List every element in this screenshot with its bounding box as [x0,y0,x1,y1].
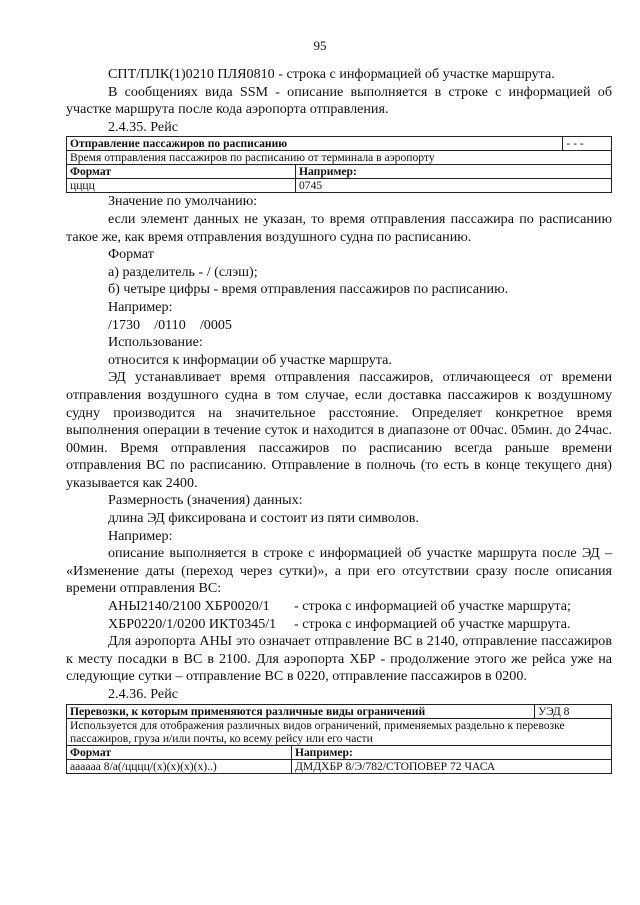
example-header: Например: [296,165,612,179]
example-label: Например: [108,298,173,315]
size-label: Размерность (значения) данных: [108,492,303,509]
default-text: если элемент данных не указан, то время отправления пассажира по расписанию такое же, как время отправления воздушного судна по расписанию. [66,210,612,245]
element-table-2-4-35 [66,136,612,193]
format-item-b: б) четыре цифры - время отправления пассажиров по расписанию. [108,281,509,298]
page-number: 95 [313,38,327,53]
example2-text: описание выполняется в строке с информацией об участке маршрута после ЭД – «Изменение даты (переход через сутки)», а при его отсутствии сразу после описания времени отправления ВС: [66,545,612,597]
example-row [66,598,612,616]
element-table-2-4-36 [66,704,612,774]
example-row-code: ХБР0220/1/0200 ИКТ0345/1 [108,615,277,632]
page-content [66,66,612,774]
table-title-value: - - - [563,137,612,151]
usage-text: относится к информации об участке маршрута. [108,351,392,368]
example-row [66,616,612,634]
table-description: Время отправления пассажиров по расписанию от терминала в аэропорту [67,151,612,165]
section-heading-2-4-35: 2.4.35. Рейс [108,118,178,135]
example-row-code: АНЫ2140/2100 ХБР0020/1 [108,598,270,615]
size-text: длина ЭД фиксирована и состоит из пяти символов. [108,510,419,527]
format-header: Формат [67,745,292,759]
example-value: 0745 [296,179,612,193]
example-row-desc: - строка с информацией об участке маршрута; [294,598,571,615]
format-item-a: а) разделитель - / (слэш); [108,263,258,280]
example-values: /1730 /0110 /0005 [108,316,232,333]
example-header: Например: [292,745,612,759]
usage-label: Использование: [108,334,203,351]
format-value: цццц [67,179,296,193]
ssm-note: В сообщениях вида SSM - описание выполняется в строке с информацией об участке маршрута после кода аэропорта отправления. [66,83,612,118]
table-code: УЭД 8 [535,704,612,718]
format-header: Формат [67,165,296,179]
route-line-example: СПТ/ПЛК(1)0210 ПЛЯ0810 - строка с информацией об участке маршрута. [108,66,555,82]
default-label: Значение по умолчанию: [108,193,258,210]
table-description: Используется для отображения различных видов ограничений, применяемых раздельно к перевозке пассажиров, груза и/или почты, ко всему рейсу или его части [67,718,612,745]
example-row-desc: - строка с информацией об участке маршрута. [294,615,571,632]
example2-label: Например: [108,527,173,544]
format-value: аааааа 8/а(/цццц/(х)(х)(х)(х)..) [67,759,292,773]
closing-paragraph: Для аэропорта АНЫ это означает отправление ВС в 2140, отправление пассажиров к месту посадки в ВС в 2100. Для аэропорта ХБР - продолжение этого же рейса уже на следующие сутки – отправление ВС в 0220, отправление пассажиров в 0200. [66,633,612,685]
table-title: Перевозки, к которым применяются различные виды ограничений [67,704,535,718]
format-label: Формат [108,246,154,263]
example-value: ДМДХБР 8/Э/782/СТОПОВЕР 72 ЧАСА [292,759,612,773]
section-heading-2-4-36: 2.4.36. Рейс [108,686,178,702]
description-paragraph: ЭД устанавливает время отправления пассажиров, отличающееся от времени отправления воздушного судна в том случае, если доставка пассажиров к воздушному судну производится на значительное расстояние. Определяет конкретное время выполнения операции в течение суток и находится в диапазоне от 00час. 05мин. до 24час. 00мин. Время отправления пассажиров по расписанию всегда раньше времени отправления ВС по расписанию. Отправление в полночь (то есть в конце текущего дня) указывается как 2400. [66,369,612,491]
table-title: Отправление пассажиров по расписанию [67,137,563,151]
